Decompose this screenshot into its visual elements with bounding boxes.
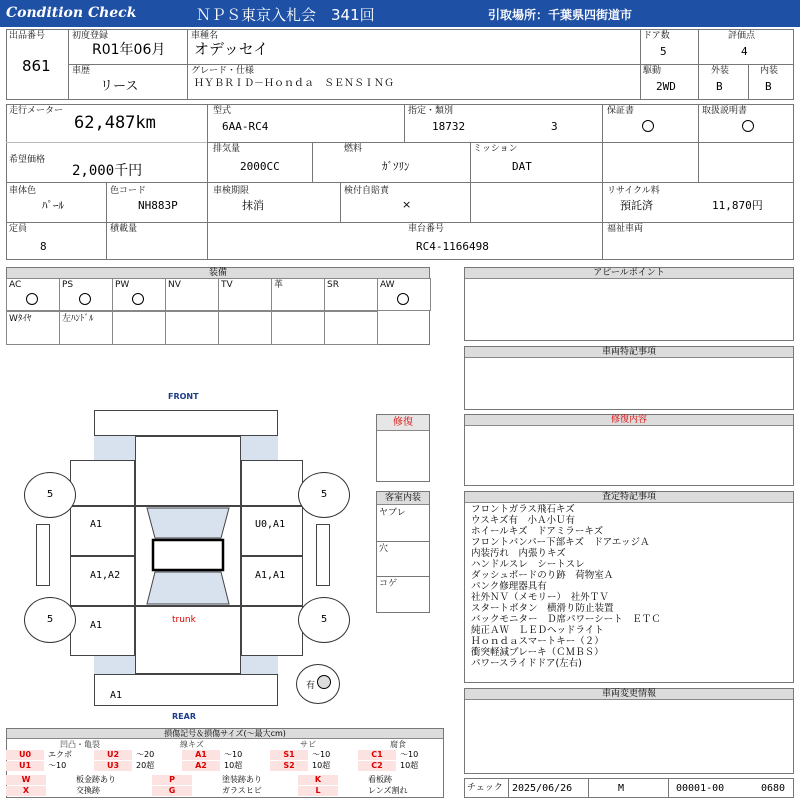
front-right-door-mark: U0,A1 [255, 519, 286, 530]
rear-left-quarter-mark: A1 [90, 620, 103, 631]
color-code-label: 色コード [110, 186, 147, 196]
left-mirror [36, 524, 50, 586]
equipment-cell-4 [218, 278, 272, 311]
price: 2,000千円 [72, 163, 143, 179]
inspector-note: フロントバンパー下部キズ ドアエッジＡ [471, 537, 650, 548]
repair-content-title: 修復内容 [465, 415, 793, 426]
front-bumper-panel [94, 410, 278, 436]
repair-box [376, 414, 430, 482]
legend-code: C2 [358, 761, 396, 771]
check-mark: M [618, 783, 625, 794]
equipment-cell-1 [59, 278, 113, 311]
equipment-cell-2 [112, 278, 166, 311]
car-name: オデッセイ [194, 40, 269, 58]
interior-tear-label: ヤブレ [379, 508, 406, 518]
chassis-label: 車台番号 [408, 224, 445, 234]
right-mirror [316, 524, 330, 586]
legend-code: S2 [270, 761, 308, 771]
interior-label: 内装 [760, 66, 779, 76]
displacement: 2000CC [240, 160, 280, 173]
legend-code: U3 [94, 761, 132, 771]
appeal-title: アピールポイント [465, 268, 793, 279]
legend-text: 10超 [400, 761, 419, 770]
interior-box-title: 客室内装 [377, 492, 429, 505]
score: 4 [741, 45, 748, 58]
front-left-door-mark: A1 [90, 519, 103, 530]
legend-text: エクボ [48, 750, 72, 759]
rear-left-glass [94, 656, 135, 674]
score-label: 評価点 [728, 31, 756, 41]
equipment-cell-row2-5 [271, 311, 325, 345]
inspector-note: スタートボタン 横滑り防止装置 [471, 603, 614, 614]
legend-code: K [298, 775, 338, 785]
legend-code: C1 [358, 750, 396, 760]
equipment-label: NV [168, 280, 181, 290]
tire-rear-right-value: 5 [320, 614, 328, 625]
mission: DAT [512, 160, 532, 173]
history-label: 車歴 [72, 66, 91, 76]
change-info-title: 車両変更情報 [465, 689, 793, 700]
legend-header: 凹凸・亀裂 [60, 740, 100, 749]
legend-text: 10超 [224, 761, 243, 770]
warranty-label: 保証書 [607, 106, 635, 116]
tire-front-left [24, 472, 76, 518]
legend-code: U2 [94, 750, 132, 760]
rear-label: REAR [172, 712, 196, 721]
equipment-title: 装備 [7, 268, 429, 279]
equipment-label: 革 [274, 280, 284, 290]
inspector-note: 社外ＮＶ（メモリー） 社外ＴＶ [471, 592, 609, 603]
inspector-note: ハンドルスレ シートスレ [471, 559, 585, 570]
pickup-location: 引取場所：千葉県四街道市 [488, 8, 633, 22]
trunk-label: trunk [172, 615, 196, 625]
equipment-label: TV [221, 280, 233, 290]
legend-text: 板金跡あり [76, 775, 116, 784]
rear-bumper-mark: A1 [110, 690, 123, 701]
legend-title: 損傷記号＆損傷サイズ(〜最大cm) [7, 729, 443, 739]
lot-no: 861 [22, 57, 51, 75]
interior-box [376, 491, 430, 613]
equipment-label: PS [62, 280, 74, 290]
grade: ＨＹＢＲＩＤ－Ｈｏｎｄａ ＳＥＮＳＩＮＧ [194, 78, 394, 89]
fuel: ｶﾞｿﾘﾝ [382, 160, 410, 173]
tire-rear-right [298, 597, 350, 643]
spare-tire-icon [317, 675, 331, 689]
equipment-cell-0 [6, 278, 60, 311]
rear-right-glass [241, 656, 278, 674]
spare-tire-label: 有 [306, 681, 316, 691]
equipment-mark [397, 293, 409, 305]
rear-right-door-mark: A1,A1 [255, 570, 286, 581]
inspector-note: 衝突軽減ブレーキ（ＣＭＢＳ） [471, 647, 604, 658]
recycle-status: 預託済 [620, 199, 653, 212]
displacement-label: 排気量 [213, 144, 241, 154]
legend-text: 交換跡 [76, 786, 100, 795]
interior: B [765, 80, 772, 93]
equipment-mark [26, 293, 38, 305]
front-right-glass [241, 436, 278, 460]
equipment-cell-row2-4 [218, 311, 272, 345]
capacity-label: 定員 [9, 224, 28, 234]
recycle-label: リサイクル料 [607, 186, 660, 196]
auction-name: ＮＰＳ東京入札会 341回 [196, 6, 375, 24]
legend-text: 〜20 [136, 750, 155, 759]
equipment-cell-6 [324, 278, 378, 311]
appeal-panel [464, 267, 794, 341]
legend-text: 看板跡 [368, 775, 392, 784]
legend-text: 〜10 [400, 750, 419, 759]
self-weight: × [402, 198, 412, 211]
exterior-label: 外装 [711, 66, 730, 76]
chassis: RC4-1166498 [416, 240, 489, 253]
load-label: 積載量 [110, 224, 138, 234]
equipment-cell-row2-3 [165, 311, 219, 345]
inspector-note: 純正ＡＷ ＬＥＤヘッドライト [471, 625, 604, 636]
equipment-label: Wﾀｲﾔ [9, 314, 32, 324]
front-right-door [241, 506, 303, 556]
check-label: チェック [467, 783, 503, 793]
legend-code: L [298, 786, 338, 796]
rear-left-door [70, 556, 135, 606]
rear-right-quarter [241, 606, 303, 656]
legend-text: 10超 [312, 761, 331, 770]
equipment-cell-7 [377, 278, 431, 311]
legend-code: U1 [6, 761, 44, 771]
inspector-notes-list [471, 504, 661, 669]
equipment-label: 左ﾊﾝﾄﾞﾙ [62, 314, 94, 324]
front-label: FRONT [168, 392, 199, 401]
roof-windows-icon [135, 506, 241, 606]
doors: 5 [660, 45, 667, 58]
legend-text: ガラスヒビ [222, 786, 262, 795]
inspector-note: フロントガラス飛石キズ [471, 504, 575, 515]
hood-panel [135, 436, 241, 506]
legend-text: 塗装跡あり [222, 775, 262, 784]
inspector-note: パワースライドドア(左右) [471, 658, 582, 669]
car-name-label: 車種名 [191, 31, 219, 41]
front-left-fender [70, 460, 135, 506]
header-bar [0, 0, 800, 27]
legend-code: P [152, 775, 192, 785]
special-notes-panel [464, 346, 794, 410]
equipment-cell-row2-2 [112, 311, 166, 345]
inspector-note: バックモニター Ｄ席パワーシート ＥＴＣ [471, 614, 661, 625]
capacity: 8 [40, 240, 47, 253]
color-code: NH883P [138, 199, 178, 212]
category: 3 [551, 120, 558, 133]
equipment-mark [79, 293, 91, 305]
legend-code: A2 [182, 761, 220, 771]
drive-label: 駆動 [643, 66, 662, 76]
equipment-cell-5 [271, 278, 325, 311]
tire-rear-left [24, 597, 76, 643]
first-reg-label: 初度登録 [72, 31, 109, 41]
header-title: Condition Check [6, 5, 137, 21]
manual-mark [742, 120, 754, 132]
inspection-label: 車検期限 [213, 186, 250, 196]
inspector-note: ホイールキズ ドアミラーキズ [471, 526, 604, 537]
drive: 2WD [656, 80, 676, 93]
warranty-mark [642, 120, 654, 132]
inspector-note: ウスキズ有 小Ａ小Ｕ有 [471, 515, 576, 526]
color: ﾊﾟｰﾙ [42, 199, 64, 212]
legend-code: W [6, 775, 46, 785]
doors-label: ドア数 [643, 31, 670, 41]
lot-no-label: 出品番号 [9, 31, 46, 41]
spare-tire [296, 664, 340, 704]
exterior: B [716, 80, 723, 93]
model-label: 型式 [213, 106, 232, 116]
history: リース [100, 79, 139, 94]
legend-text: レンズ割れ [368, 786, 408, 795]
equipment-label: SR [327, 280, 339, 290]
model: 6AA-RC4 [222, 120, 269, 133]
front-right-fender [241, 460, 303, 506]
legend-text: 〜10 [224, 750, 243, 759]
repair-box-title: 修復 [377, 415, 429, 431]
legend-text: 〜10 [312, 750, 331, 759]
inspector-note: 内装汚れ 内張りキズ [471, 548, 566, 559]
record-code: 00001-00 [676, 783, 725, 794]
interior-hole-label: 穴 [379, 544, 389, 554]
mission-label: ミッション [473, 144, 518, 154]
front-left-glass [94, 436, 135, 460]
equipment-label: PW [115, 280, 130, 290]
mileage: 62,487km [74, 113, 156, 133]
inspector-notes-title: 査定特記事項 [465, 492, 793, 503]
designation: 18732 [432, 120, 466, 133]
legend-text: 〜10 [48, 761, 67, 770]
front-left-door [70, 506, 135, 556]
designation-label: 指定・類別 [408, 106, 454, 116]
tire-front-right-value: 5 [320, 489, 328, 500]
first-reg: R01年06月 [92, 42, 166, 58]
price-label: 希望価格 [9, 155, 46, 165]
legend-code: U0 [6, 750, 44, 760]
manual-label: 取扱説明書 [702, 106, 748, 116]
inspection: 抹消 [242, 199, 264, 212]
welfare-label: 福祉車両 [607, 224, 644, 234]
tire-front-right [298, 472, 350, 518]
grade-label: グレード・仕様 [191, 66, 255, 76]
check-date: 2025/06/26 [512, 783, 573, 794]
equipment-mark [132, 293, 144, 305]
repair-content-panel [464, 414, 794, 486]
legend-code: G [152, 786, 192, 796]
inspector-note: Ｈｏｎｄａスマートキー（２） [471, 636, 604, 647]
legend-text: 20超 [136, 761, 155, 770]
legend-code: X [6, 786, 46, 796]
legend-code: S1 [270, 750, 308, 760]
rear-left-door-mark: A1,A2 [90, 570, 121, 581]
self-weight-label: 検付自賠責 [344, 186, 390, 196]
legend-header: サビ [300, 740, 316, 749]
tire-front-left-value: 5 [46, 489, 54, 500]
fuel-label: 燃料 [344, 144, 363, 154]
color-label: 車体色 [9, 186, 37, 196]
tire-rear-left-value: 5 [46, 614, 54, 625]
interior-burn-label: コゲ [379, 579, 398, 589]
inspector-note: ダッシュボードのり跡 荷物室Ａ [471, 570, 614, 581]
rear-left-quarter [70, 606, 135, 656]
recycle-fee: 11,870円 [712, 199, 763, 212]
legend-header: 腐食 [390, 740, 406, 749]
inspector-notes-panel [464, 491, 794, 683]
legend-header: 線キズ [180, 740, 204, 749]
equipment-cell-3 [165, 278, 219, 311]
record-seq: 0680 [761, 783, 786, 794]
equipment-cell-row2-0 [6, 311, 60, 345]
rear-right-door [241, 556, 303, 606]
change-info-panel [464, 688, 794, 774]
inspector-note: パンク修理器具有 [471, 581, 547, 592]
equipment-label: AW [380, 280, 395, 290]
mileage-label: 走行メーター [9, 106, 64, 116]
equipment-cell-row2-1 [59, 311, 113, 345]
equipment-cell-row2-6 [324, 311, 378, 345]
legend-code: A1 [182, 750, 220, 760]
equipment-label: AC [9, 280, 22, 290]
special-notes-title: 車両特記事項 [465, 347, 793, 358]
